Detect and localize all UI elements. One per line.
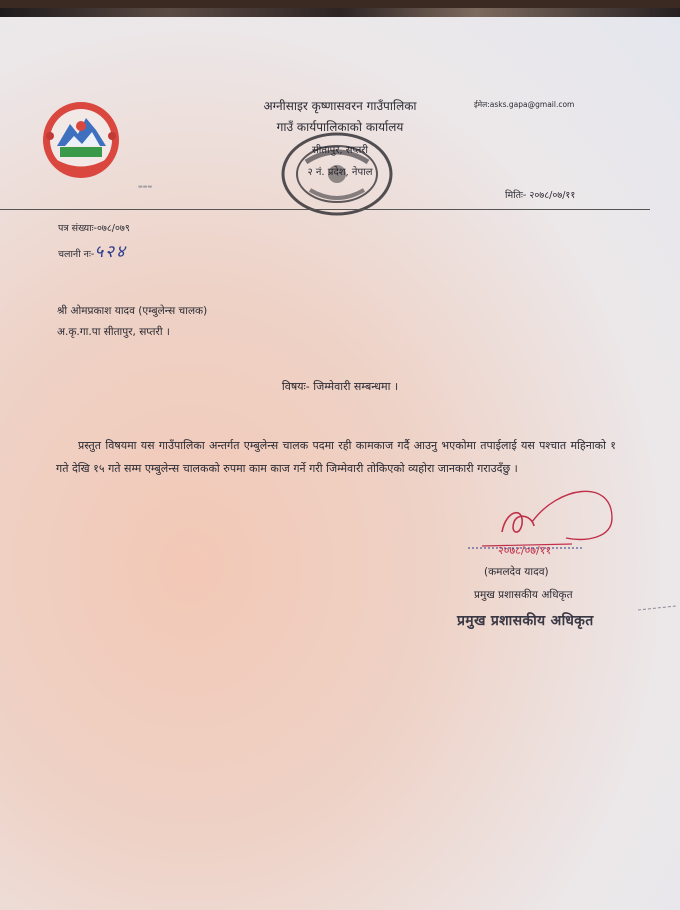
letter-body: प्रस्तुत विषयमा यस गाउँपालिका अन्तर्गत एम्बुलेन्स चालक पदमा रही कामकाज गर्दै आउनु भएकोमा तपाईलाई यस पश्चात महिनाको १ गते देखि १५ गते सम्म एम्बुलेन्स चालकको रुपमा काम काज गर्ने गरी जिम्मेवारी तोकिएको व्यहोरा जानकारी गराउदँछु । <box>56 439 616 475</box>
municipality-name: अग्नीसाइर कृष्णासवरन गाउँपालिका <box>263 99 417 113</box>
signatory-name: (कमलदेव यादव) <box>484 566 549 578</box>
recipient-address: अ.कृ.गा.पा सीतापुर, सप्तरी । <box>57 326 170 338</box>
letter-page <box>0 8 680 910</box>
office-province: २ नं. प्रदेश, नेपाल <box>307 167 373 178</box>
stamp-smudge-icon <box>636 600 680 620</box>
recipient-name: श्री ओमप्रकाश यादव (एम्बुलेन्स चालक) <box>57 305 208 317</box>
emblem-caption: ▬▬▬ <box>138 184 153 190</box>
letter-date: मितिः- २०७८/०७/११ <box>505 190 576 201</box>
letter-number: पत्र संख्याः-०७८/०७९ <box>58 223 130 234</box>
dispatch-number: ५२४ <box>94 242 127 262</box>
handwritten-signature-icon <box>462 482 632 566</box>
letterhead-divider <box>0 209 650 210</box>
background-strip <box>0 8 680 17</box>
designation-rubber-stamp: प्रमुख प्रशासकीय अधिकृत <box>457 613 594 629</box>
letter-subject: विषयः- जिम्मेवारी सम्बन्धमा । <box>281 380 399 393</box>
dispatch-label: चलानी नः- <box>58 249 95 260</box>
signature-date: २०७८/०७/११ <box>498 544 552 557</box>
dispatch-line <box>58 239 127 262</box>
office-name: गाउँ कार्यपालिकाको कार्यालय <box>276 120 404 134</box>
office-location: सीतापुर, सप्तरी <box>312 145 368 156</box>
office-email: ईमेल:asks.gapa@gmail.com <box>474 100 575 109</box>
signatory-designation: प्रमुख प्रशासकीय अधिकृत <box>474 589 573 601</box>
